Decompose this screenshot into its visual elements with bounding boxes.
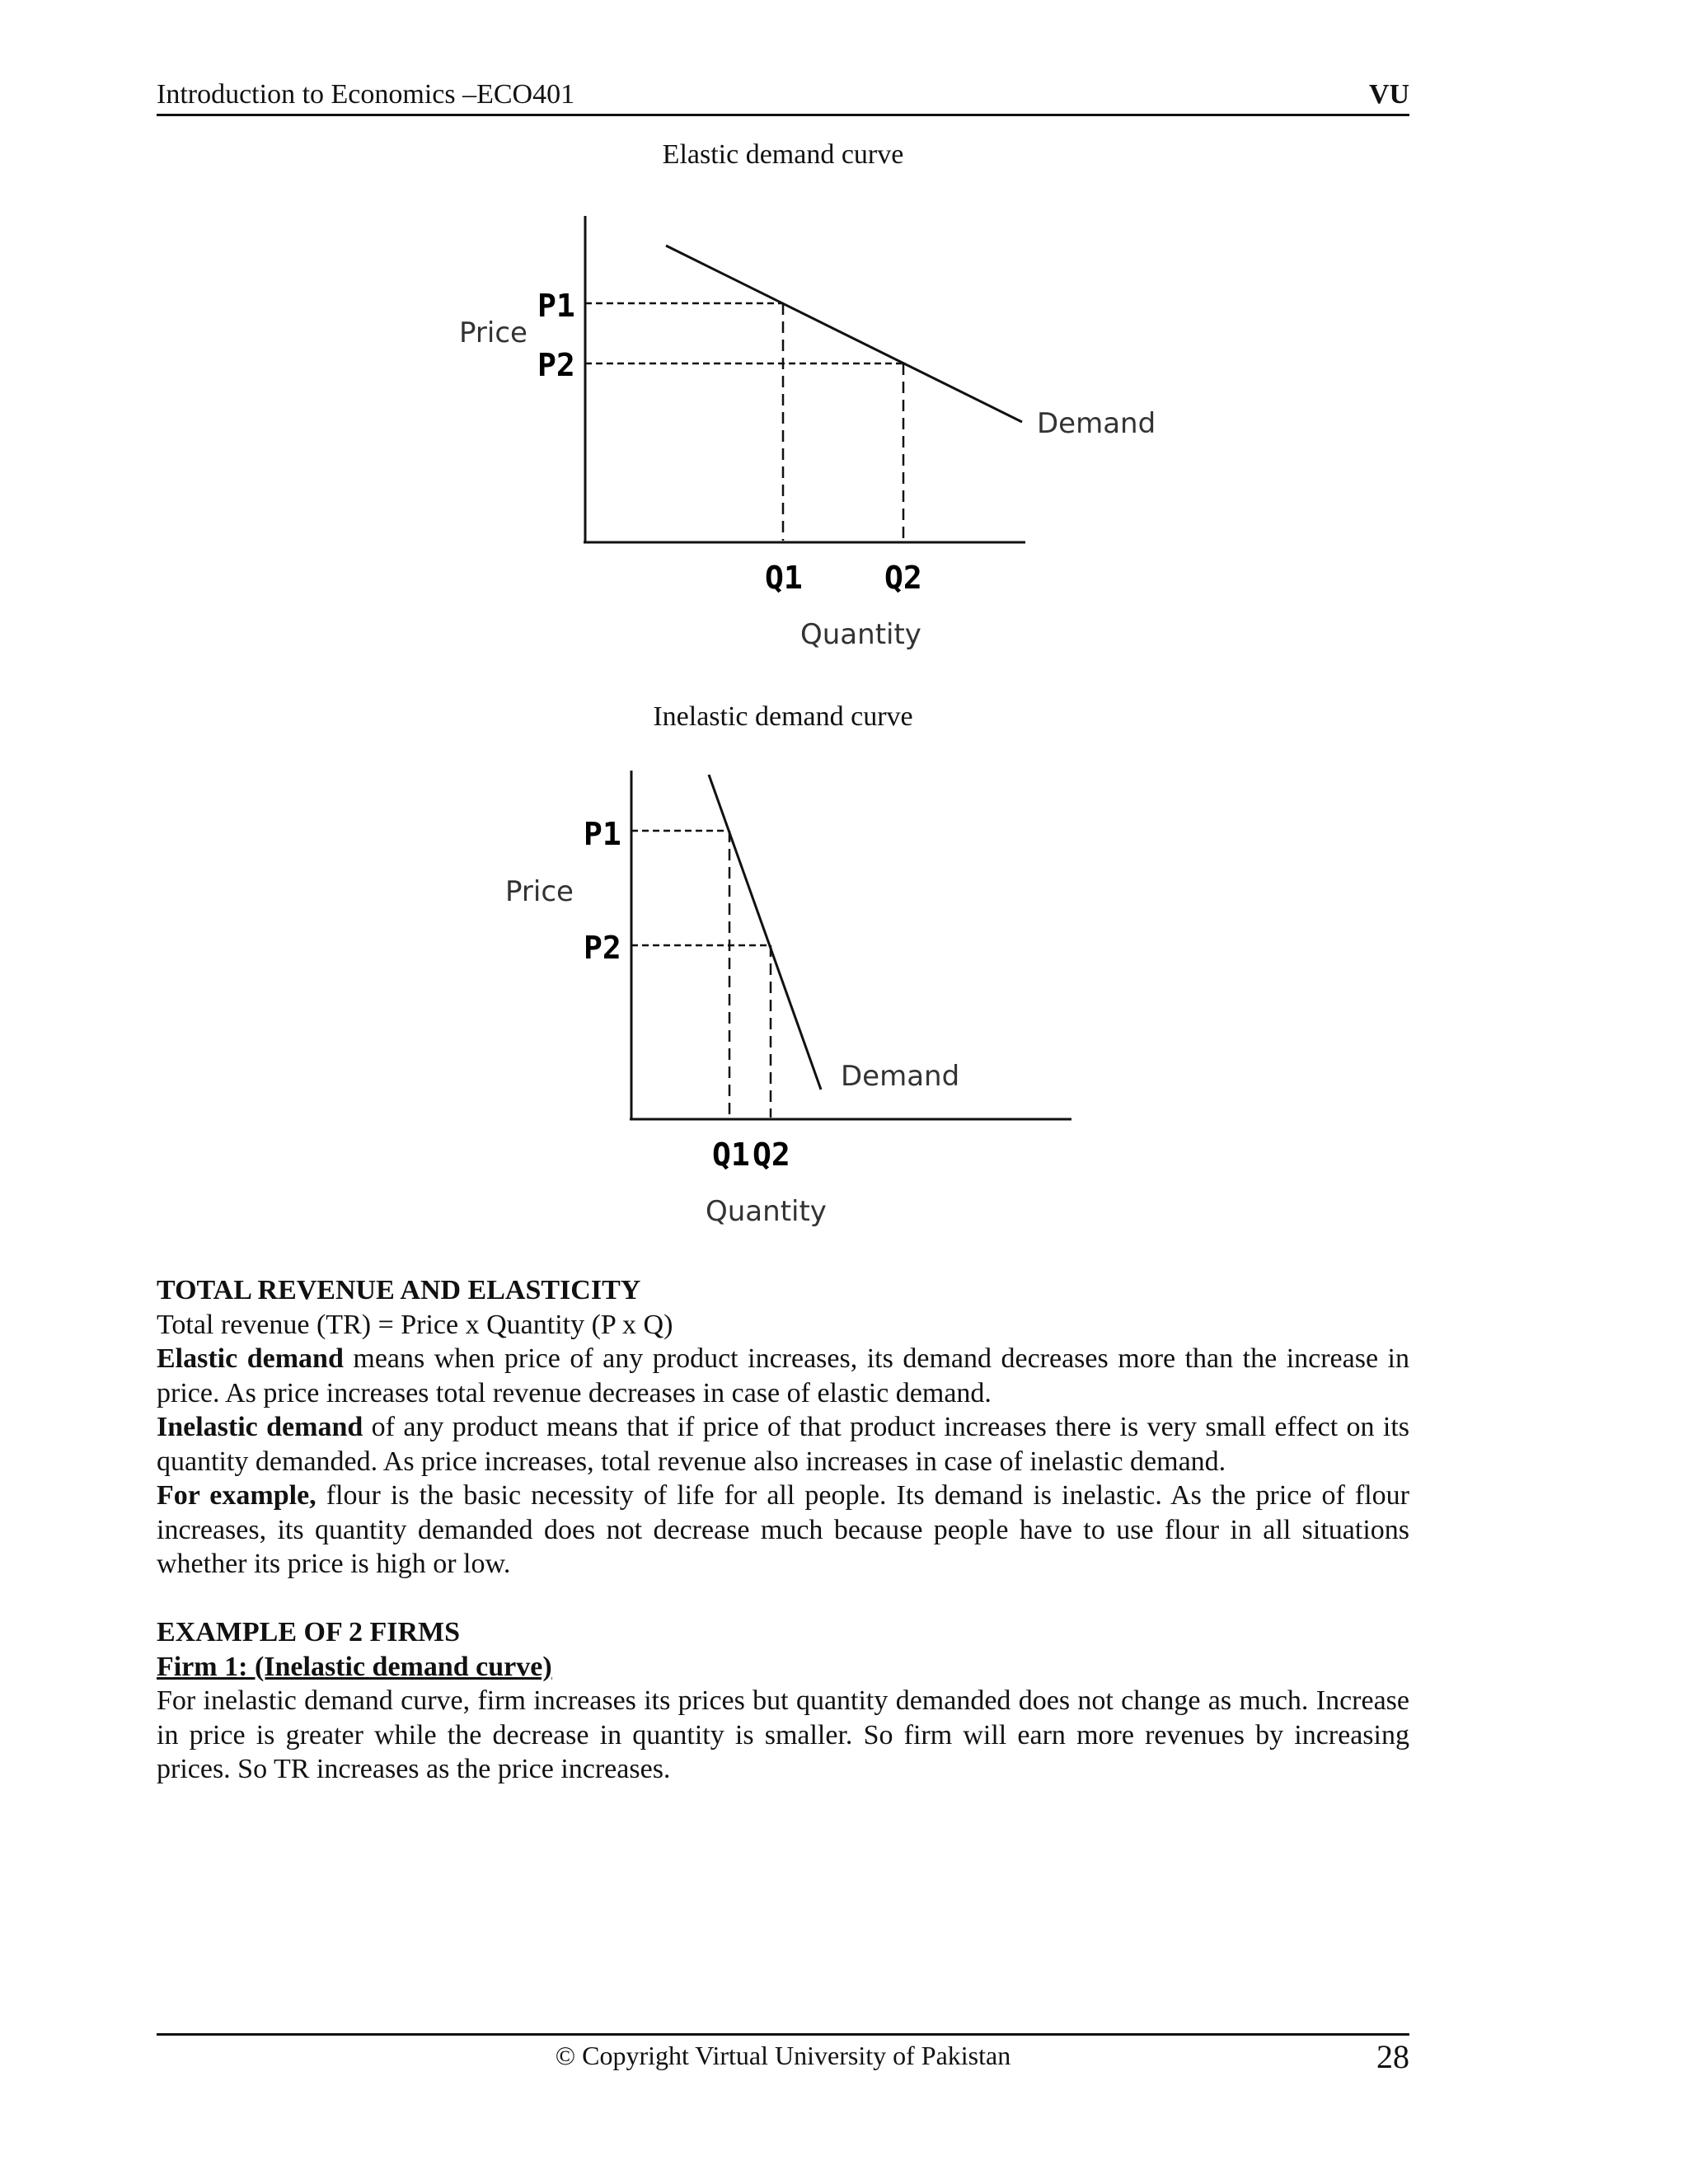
tr-formula: Total revenue (TR) = Price x Quantity (P x Q) xyxy=(157,1309,673,1340)
page-number: 28 xyxy=(1376,2038,1409,2075)
copyright-notice: © Copyright Virtual University of Pakistan xyxy=(555,2041,1011,2070)
elastic-p2-label: P2 xyxy=(537,347,575,383)
inelastic-p1-label: P1 xyxy=(584,816,621,852)
page-footer xyxy=(157,2033,1409,2077)
inelastic-price-label: Price xyxy=(505,875,574,908)
inelastic-demand-term: Inelastic demand xyxy=(157,1412,363,1442)
elastic-p1-label: P1 xyxy=(537,288,575,324)
firm1-title: Firm 1: (Inelastic demand curve) xyxy=(157,1651,552,1682)
elastic-demand-paragraph xyxy=(157,1342,1409,1410)
elastic-demand-term: Elastic demand xyxy=(157,1343,344,1374)
example-paragraph xyxy=(157,1479,1409,1582)
elastic-q1-label: Q1 xyxy=(765,560,803,596)
example-term: For example, xyxy=(157,1480,316,1511)
section-title-two-firms: EXAMPLE OF 2 FIRMS xyxy=(157,1617,461,1647)
example-text: flour is the basic necessity of life for all people. Its demand is inelastic. As the price of flour increases, its quantity demanded does not decrease much because people have to use flour in all situations whether its price is high or low. xyxy=(157,1480,1409,1579)
inelastic-demand-text: of any product means that if price of that product increases there is very small effect on its quantity demanded. As price increases, total revenue also increases in case of inelastic demand. xyxy=(157,1412,1409,1477)
elastic-demand-label: Demand xyxy=(1037,407,1156,440)
inelastic-q2-label: Q2 xyxy=(753,1137,790,1173)
firm1-paragraph: For inelastic demand curve, firm increases its prices but quantity demanded does not change as much. Increase in price is greater while the decrease in quantity is smaller. So firm will earn more revenues by increasing prices. So TR increases as the price increases. xyxy=(157,1685,1409,1784)
inelastic-q1-label: Q1 xyxy=(712,1137,750,1173)
course-title: Introduction to Economics –ECO401 xyxy=(157,79,575,110)
elastic-q2-label: Q2 xyxy=(884,560,922,596)
vu-brand: VU xyxy=(1368,79,1409,110)
elastic-price-label: Price xyxy=(459,316,528,349)
main-text xyxy=(157,1273,1409,1787)
inelastic-p2-label: P2 xyxy=(584,930,621,966)
elastic-demand-text: means when price of any product increases, its demand decreases more than the increase in price. As price increases total revenue decreases in case of elastic demand. xyxy=(157,1343,1410,1408)
elastic-quantity-label: Quantity xyxy=(800,618,921,651)
inelastic-quantity-label: Quantity xyxy=(706,1195,827,1228)
inelastic-demand-line xyxy=(709,775,821,1090)
inelastic-chart-caption: Inelastic demand curve xyxy=(653,701,913,732)
elastic-chart-caption: Elastic demand curve xyxy=(662,139,904,170)
inelastic-demand-label: Demand xyxy=(841,1060,960,1093)
inelastic-demand-paragraph xyxy=(157,1410,1409,1479)
section-title-total-revenue: TOTAL REVENUE AND ELASTICITY xyxy=(157,1275,641,1305)
